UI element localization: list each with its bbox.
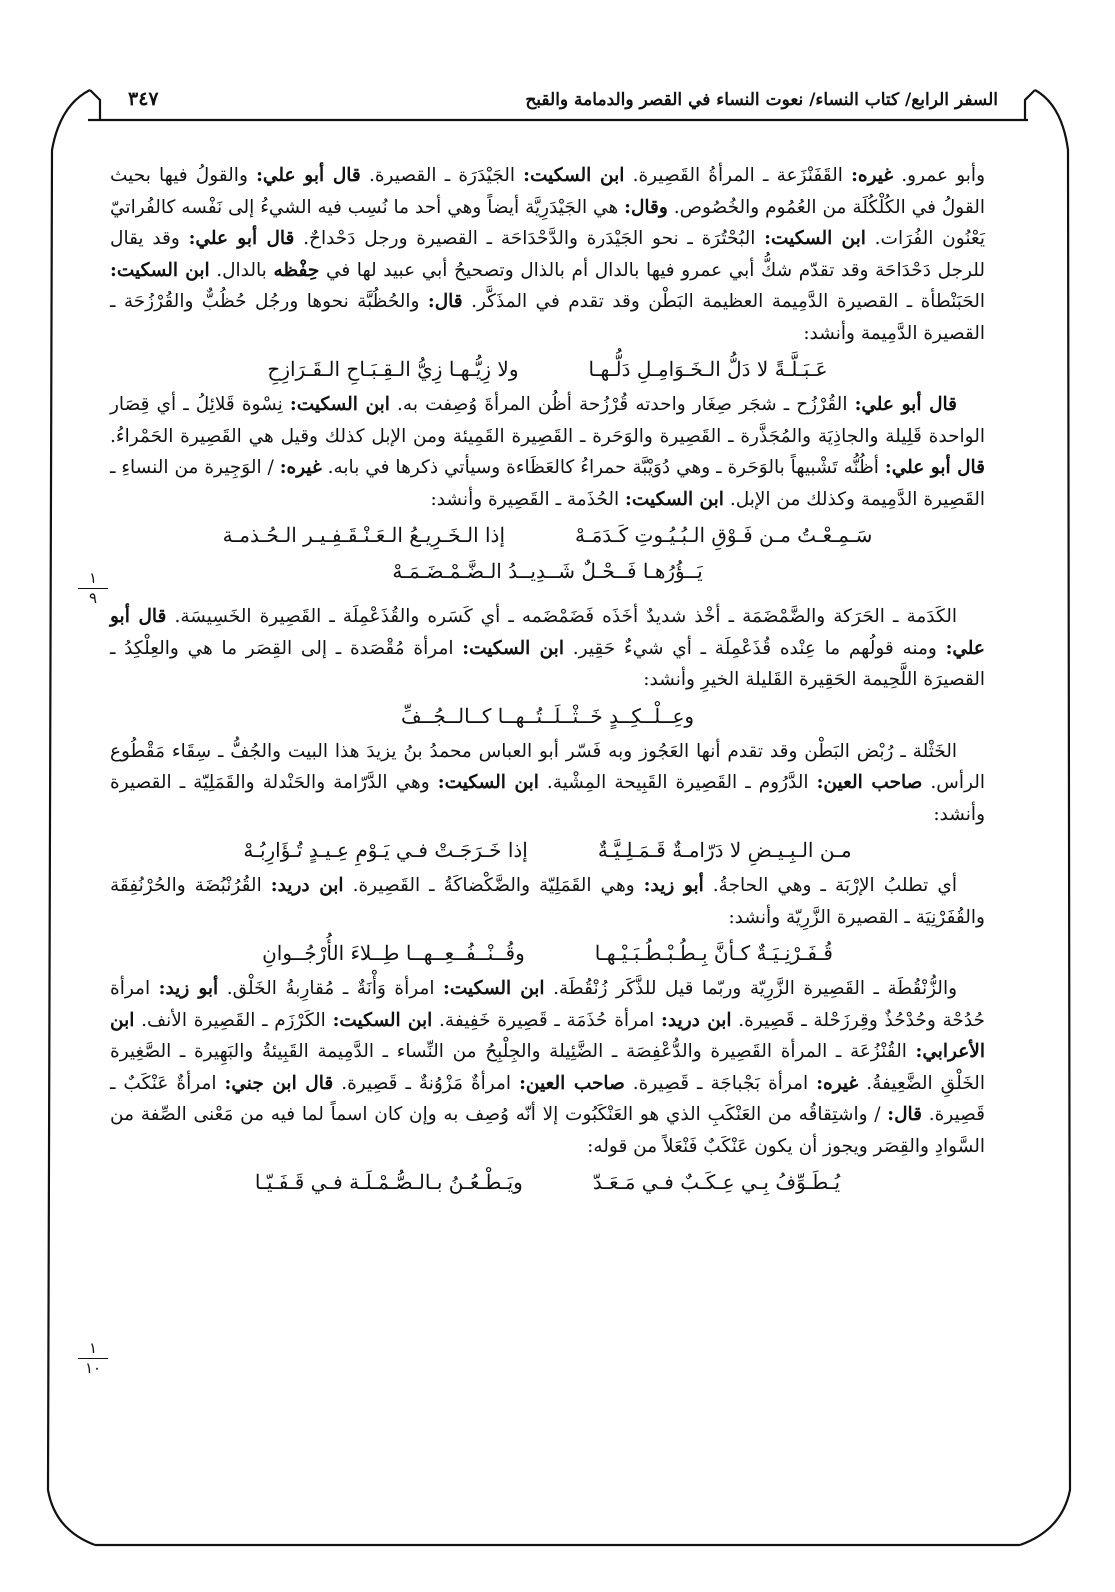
speaker-label: ابن السكيت: [443, 978, 545, 999]
speaker-label: غيره: [279, 457, 322, 478]
paragraph-1 [110, 160, 985, 349]
verse-line-5 [110, 834, 985, 866]
speaker-label: ابن السكيت: [332, 1009, 433, 1031]
speaker-label: صاحب العين: [816, 772, 923, 793]
verse-hemistich: يَــؤُرُهـا فَــحْـلٌ شَــدِيــدُ الـضَّـمْـضَـمَـهْ [392, 559, 703, 583]
text-run: وقد يقال للرجل دَحْدَاحَة وقد تقدّم شكُّ أبي عمرو فيها بالدال أم بالذال وتصحيحُ أبي عبيد لها في [110, 228, 985, 281]
text-run: الكَدَمة ـ الحَرَكة والضَّمْضَمَة ـ أخْذ شديدٌ أخَذَه فَضَمْضَمه ـ أي كَسَره والقُذَعْمِلَة ـ القَصِيرة الخَسِيسَة. [174, 606, 957, 627]
verse-line-7 [110, 1166, 985, 1198]
speaker-label: ابن السكيت: [625, 488, 724, 510]
margin-marker-1 [78, 570, 108, 607]
speaker-label: ابن السكيت: [289, 394, 390, 415]
text-run: هي الجَيْدَرِيَّة أيضاً وهي أحد ما نُسِب فيه الشيءُ إلى نَفْسه كالفُراتيّ يَعْنُون الفُرَات. [110, 196, 985, 249]
text-run: الحُذَمة ـ القَصِيرة وأنشد: [430, 488, 620, 510]
paragraph-3 [110, 601, 985, 696]
verse-hemistich-left: وقُــنْــفُــعِــهــا طِــلاءَ الأُرْجُــوانِ [262, 941, 525, 965]
text-run: امرأةٌ عَنْكَبٌ ـ قَصِيرة. [110, 1072, 985, 1125]
verse-hemistich-left: إذا خَـرَجَـتْ فـي يَـوْمِ عِـيـدٍ تُـؤَارِبُـهْ [243, 838, 528, 862]
speaker-label: قال أبو علي: [188, 228, 295, 249]
text-run: الدَّرُوم ـ القَصِيرة القَبِيحة المِشْية. [546, 772, 809, 793]
text-run: وهي الدَّرّامة والحَنْدلة والقَمَلِيّة ـ القصيرة وأنشد: [110, 772, 985, 825]
speaker-label: ابن السكيت: [110, 259, 210, 281]
speaker-label: ابن دريد: [661, 1009, 732, 1031]
speaker-label: ابن السكيت: [437, 772, 539, 793]
paragraph-6 [110, 973, 985, 1162]
text-run: القُرُنْبُضَة والحُرْنُفِقَة والقُفَرْنِيَة ـ القصيرة الزَّرِيّة وأنشد: [110, 875, 985, 928]
speaker-label: قال: [887, 1104, 923, 1125]
speaker-label: ابن الأعرابي: [110, 1009, 985, 1062]
speaker-label: قال أبو علي: [256, 165, 361, 186]
text-run: القُرْزُح ـ شجَر صِغَار واحدته قُرْزُحة أظُن المرأةَ وُصِفت به. [397, 394, 848, 415]
paragraph-4 [110, 736, 985, 831]
text-run: ومنه قولُهم ما عِنْده قُذَعْمِلَة ـ أي شيءٌ حَقِير. [572, 637, 937, 659]
text-run: / الوَجِيرة من النساءِ ـ القَصِيرة الدَّمِيمة وكذلك من الإبل. [110, 457, 985, 510]
verse-line-3 [110, 555, 985, 587]
verse-hemistich-right: مـن الـبِـيـضِ لا دَرّامـةٌ قَـمَـلِـيَّـةٌ [597, 838, 852, 862]
verse-hemistich-left: ولا زِيُّـهـا زِيُّ الـقِـبَـاحِ الـقَـرَازِحِ [267, 357, 519, 381]
text-run: والزُّنْقُطَة ـ القَصِيرة الزَّرِيّة وربّما قيل للذَّكَر زُنْقُطَة. [553, 978, 958, 999]
text-run: امرأة مُقْصَدة ـ إلى القِصَر ما هي والعِلْكِدُ ـ القصيرَة اللَّحِيمة الحَقِيرة القَليلة الخيرِ وأنشد: [110, 637, 985, 690]
paragraph-5 [110, 870, 985, 933]
marker-numerator: ١ [78, 570, 108, 589]
speaker-label: غيره: [816, 1072, 859, 1094]
text-run: الجَيْدَرَة ـ القصيرة. [368, 165, 515, 186]
verse-hemistich: وعِــلْــكِــدٍ خَــثْــلَــتُــهــا كــالــجُــفِّ [400, 703, 695, 728]
verse-hemistich-right: عَـبَـلَّـةً لا دَلُّ الـخَـوَامِـلِ دَلُّـهـا [588, 357, 828, 381]
running-header [118, 90, 998, 118]
bold-word: حِفْظه [273, 259, 320, 281]
marker-numerator: ١ [78, 1340, 108, 1359]
margin-marker-2 [78, 1340, 108, 1377]
text-run: وهي القَمَلِيّة والضَّكْضاكَةُ ـ القَصِيرة. [352, 875, 635, 896]
verse-line-6 [110, 937, 985, 969]
verse-line-4 [110, 700, 985, 732]
marker-denominator: ٩ [88, 589, 98, 607]
text-run: امرأة بَجْباجَة ـ قَصِيرة. [632, 1072, 809, 1094]
speaker-label: ابن السكيت: [462, 637, 564, 659]
speaker-label: غيره: [851, 165, 894, 186]
text-run: وأبو عمرو. [901, 165, 986, 186]
verse-hemistich-left: ويَـطْـعُـنُ بـالـصُّـمْـلَـة فـي قَـفَـيّـا [254, 1170, 523, 1194]
text-run: / واشتِقاقُه من العَنْكَبِ الذي هو العَنْكَبُوت إلا أنّه وُصِف به وإن كان اسماً لما فيه من مَعْنى الصِّفة من السَّوادِ والقِصَر ويجوز أن يكون عَنْكَبٌ فَنْعَلاً من قوله: [110, 1104, 985, 1157]
speaker-label: وقال: [624, 196, 668, 218]
text-run: نِسْوة قَلائِلُ ـ أي قِصَار الواحدة قَلِيلة والجاذِيَة والمُجَذَّرة ـ القَصِيرة والوَحَرة ـ القَصِيرة القَمِيئة ومن الإبل كذلك وقيل هي القَصِيرة الحَمْراءُ. [110, 394, 985, 447]
marker-denominator: ١٠ [84, 1359, 102, 1377]
speaker-label: ابن السكيت: [764, 228, 866, 249]
verse-hemistich-right: سَـمِـعْـتُ مـن فَـوْقِ الـبُـيُـوتِ كَـدَمَـهْ [575, 523, 873, 547]
text-run: امرأة حُذَمَة ـ قَصِيرة خَفِيفة. [439, 1009, 655, 1031]
text-run: أظُنُّه تَشْبيهاً بالوَحَرة ـ وهي دُوَيْبَّة حمراءُ كالعَظَاءة وسيأتي ذكرها في بابه. [327, 457, 879, 478]
speaker-label: ابن دريد: [270, 875, 344, 896]
text-run: الكَرْزَم ـ القَصِيرة الأنف. [141, 1009, 326, 1031]
paragraph-2 [110, 389, 985, 515]
header-title: السفر الرابع/ كتاب النساء/ نعوت النساء في القصر والدمامة والقبح [525, 90, 998, 110]
speaker-label: قال أبو علي: [884, 457, 986, 478]
page-number: ٣٤٧ [128, 88, 159, 110]
speaker-label: قال أبو علي: [110, 606, 985, 659]
text-run: الخَثْلة ـ رُبْض البَطْن وقد تقدم أنها العَجُوز وبه فَسّر أبو العباس محمدُ بنُ يزيدَ هذا البيت والجُفُّ ـ سِقَاء مَقْطُوع الرأس. [110, 740, 986, 793]
speaker-label: أبو زيد: [643, 875, 704, 896]
speaker-label: قال ابن جني: [224, 1072, 334, 1094]
text-run: الحَبَنْطأة ـ القصيرة الدَّمِيمة العظيمة البَطْن وقد تقدم في المذَكَّر. [471, 291, 985, 312]
speaker-label: قال: [427, 291, 463, 312]
text-run: القَفَنْزَعة ـ المرأةُ القَصِيرة. [632, 165, 843, 186]
text-run: أي تطلبُ الإرْبَة ـ وهي الحاجةُ. [712, 875, 957, 896]
verse-hemistich-left: إذا الـخَـرِيـعُ الـعَـنْـقَـفِـيـر الـحُـذمـة [222, 523, 506, 547]
text-run: امرأة حُدُحْة وحُدْحُذٌ وقِرزَحْلة ـ قَصِيرة. [110, 978, 985, 1031]
verse-hemistich-right: قُـفَـرْنِـيَـةٌ كـأنَّ بِـطُـبْـطُـبَـيْـهـا [594, 941, 833, 965]
text-run: امرأةٌ مَزْوُنةٌ ـ قَصِيرة. [341, 1072, 512, 1094]
verse-line-2 [110, 519, 985, 551]
text-run: امرأة وَأْنَةٌ ـ مُقارِبةُ الخَلْق. [226, 978, 435, 999]
text-run: البُحْتُرَة ـ نحو الجَيْدَرة والدَّحْدَاحَة ـ القصيرة ورجل دَحْداحٌ. [303, 228, 756, 249]
speaker-label: ابن السكيت: [523, 165, 625, 186]
verse-line-1 [110, 353, 985, 385]
speaker-label: صاحب العين: [519, 1072, 625, 1094]
page-body [110, 160, 985, 1202]
speaker-label: قال أبو علي: [854, 394, 958, 415]
text-run: والقولُ فيها بحيث القولُ في الكُلْكُلَة من العُمُوم والخُصُوص. [110, 165, 985, 218]
verse-hemistich-right: يُـطَـوِّفُ بِـي عِـكَـبٌ فـي مَـعَـدّ [592, 1170, 841, 1194]
text-run: بالدال. [216, 259, 267, 281]
speaker-label: أبو زيد: [158, 978, 219, 999]
text-run: والحُظُبَّة نحوها ورجُل حُظُبٌّ والقُرْزُحَة ـ القصيرة الدَّمِيمة وأنشد: [110, 291, 985, 344]
text-run: القُنْزُعَة ـ المرأة القَصِيرة والدُّعْفِصَة ـ الضَّئِيلة والجِلْبِحُ من النِّساء ـ الدَّمِيمة القَبِيئةُ والبَهِيرة ـ الصَّغِيرة الخَلْقِ الضَّعِيفةُ. [110, 1041, 985, 1094]
